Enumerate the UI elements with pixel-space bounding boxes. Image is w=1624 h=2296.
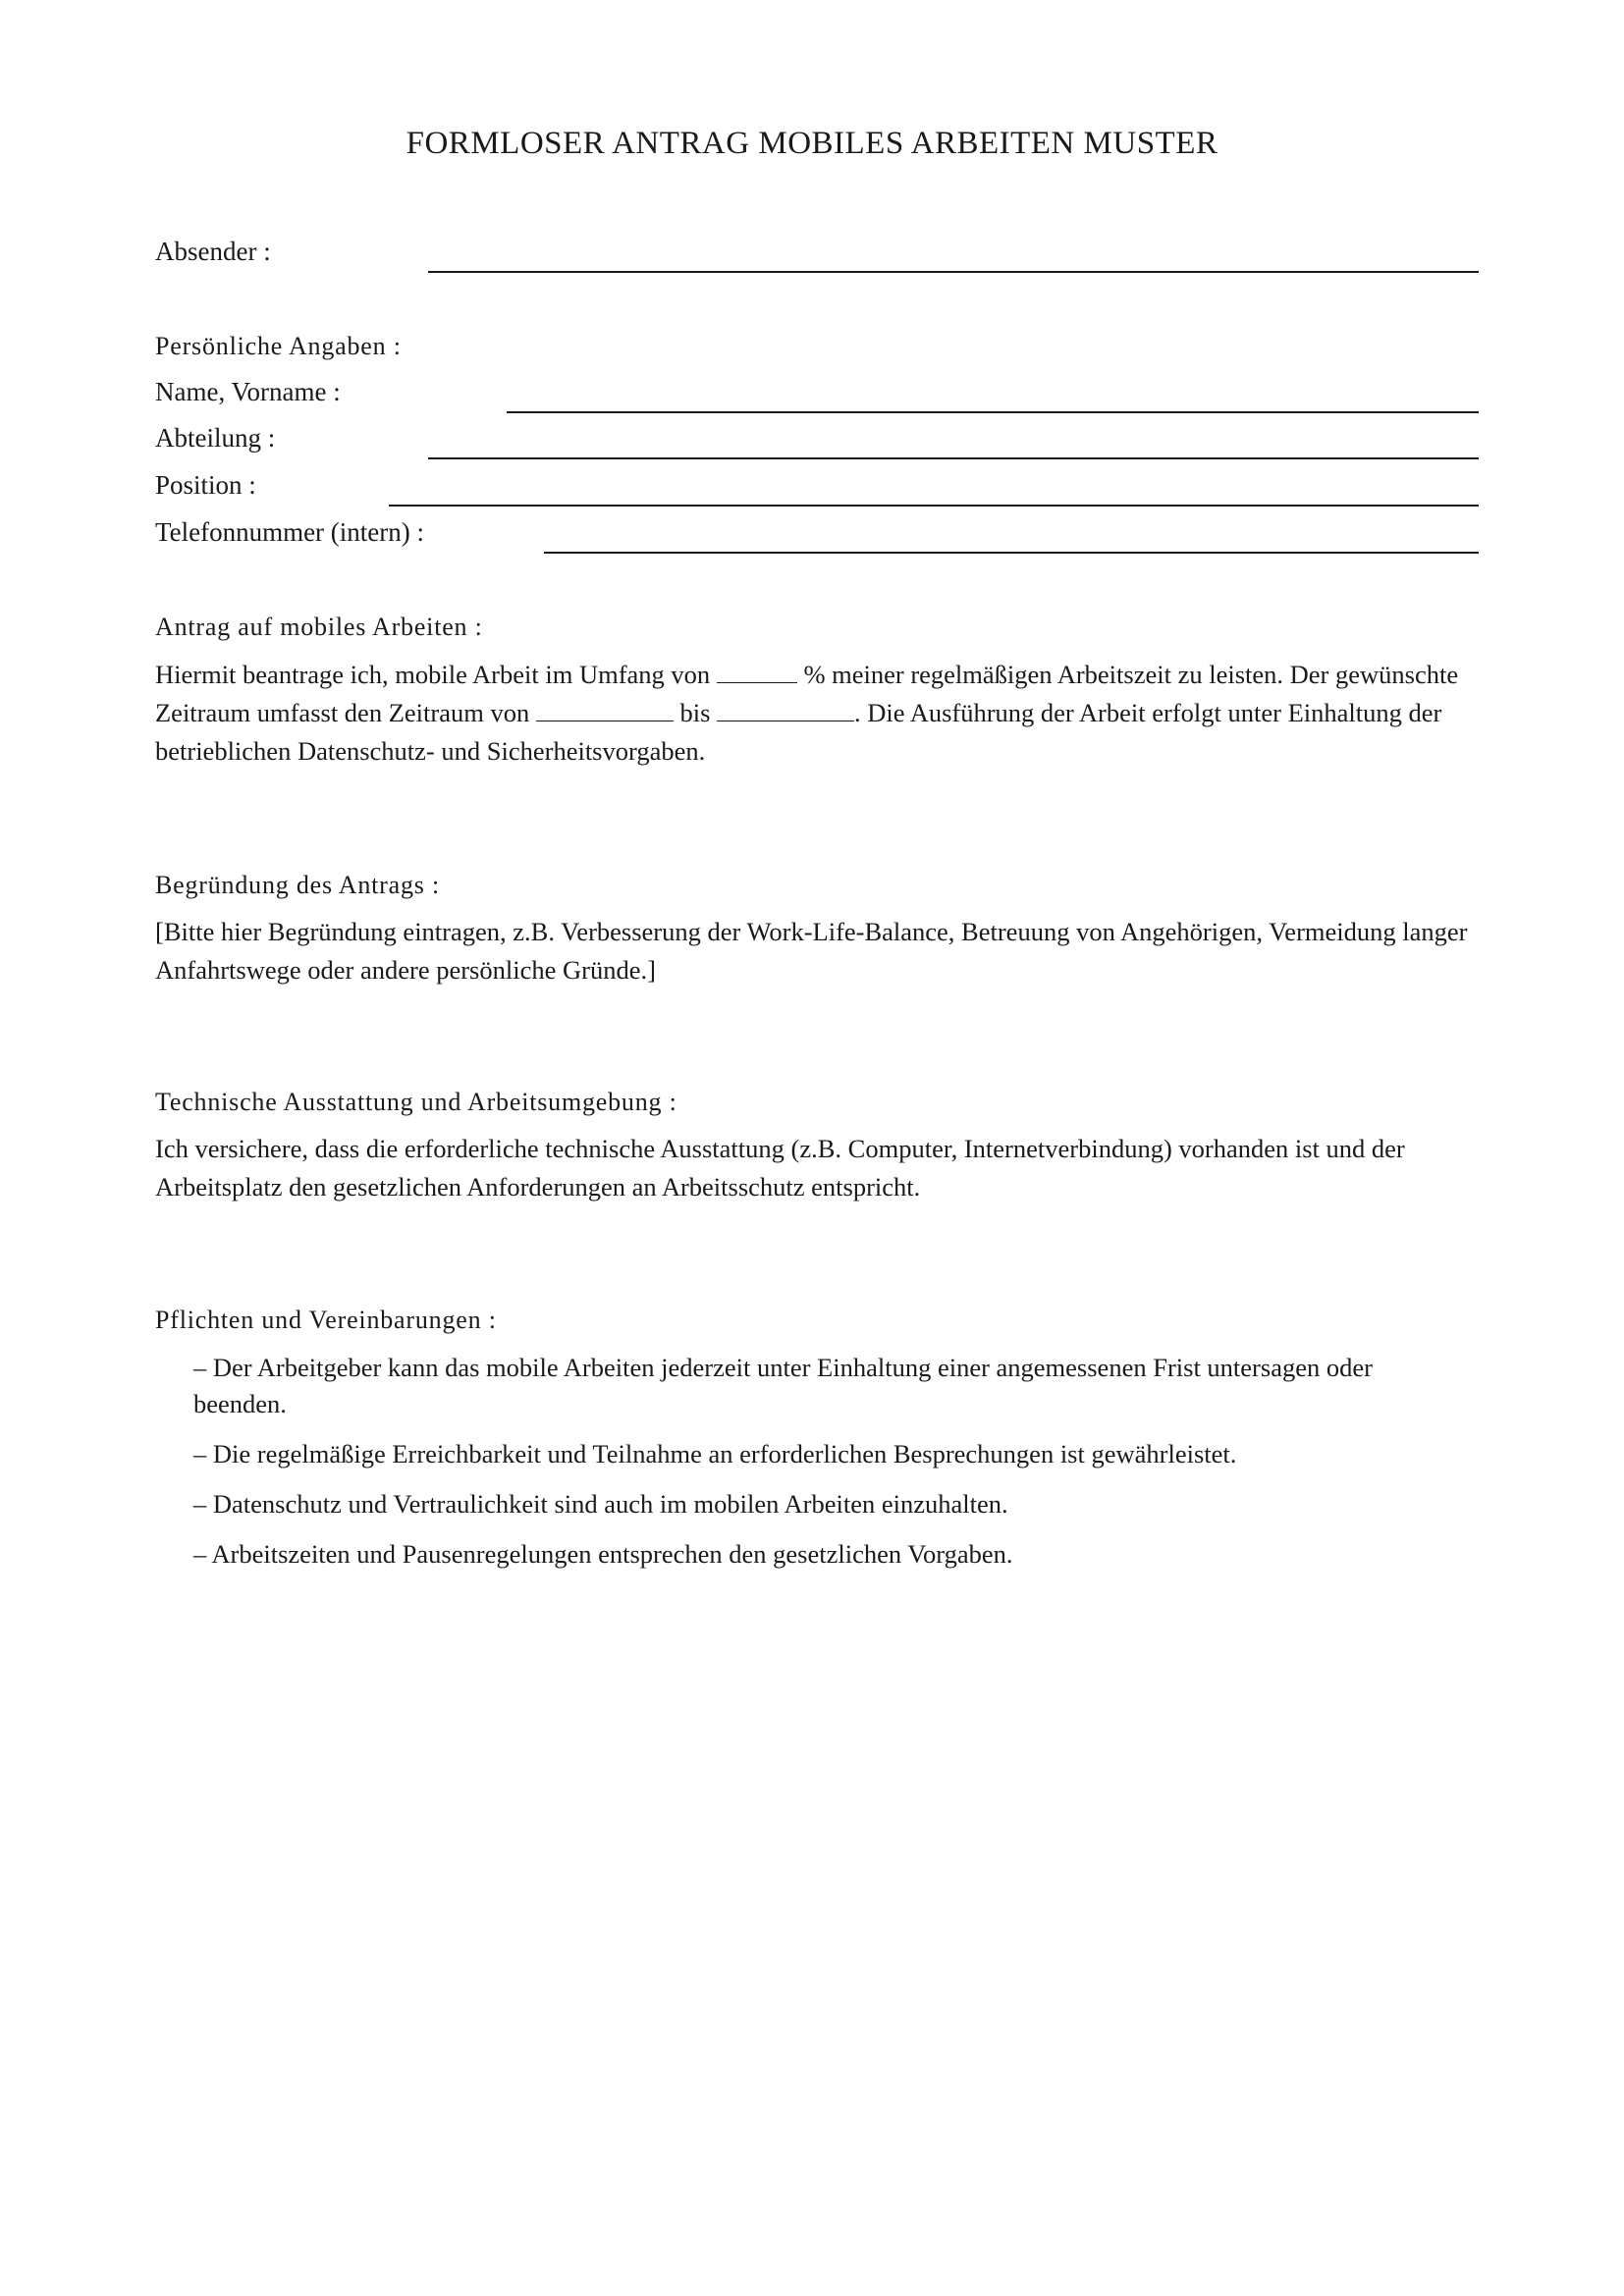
sender-row [155, 234, 1479, 273]
request-text-3: bis [679, 698, 711, 727]
phone-field[interactable] [544, 552, 1479, 554]
justification-heading: Begründung des Antrags : [155, 871, 441, 899]
equipment-text: Ich versichere, dass die erforderliche technische Ausstattung (z.B. Computer, Internetverbindung) vorhanden ist und der Arbeitsplatz den gesetzlichen Anforderungen an Arbeitsschutz entspricht. [155, 1134, 1405, 1201]
duties-item: – Der Arbeitgeber kann das mobile Arbeiten jederzeit unter Einhaltung einer angemessenen Frist untersagen oder beenden. [193, 1353, 1373, 1418]
request-text-1: Hiermit beantrage ich, mobile Arbeit im Umfang von [155, 660, 711, 689]
request-text-4: . Die Ausführung der Arbeit erfolgt unter Einhaltung der betrieblichen Datenschutz- und Sicherheitsvorgaben. [155, 698, 1442, 766]
duties-item: – Datenschutz und Vertraulichkeit sind auch im mobilen Arbeiten einzuhalten. [193, 1489, 1008, 1519]
department-row [155, 420, 1479, 459]
department-label: Abteilung : [155, 423, 276, 453]
percentage-blank[interactable] [717, 661, 797, 683]
name-field[interactable] [507, 411, 1479, 413]
name-label: Name, Vorname : [155, 377, 341, 406]
sender-field[interactable] [428, 271, 1479, 273]
document-title: FORMLOSER ANTRAG MOBILES ARBEITEN MUSTER [406, 126, 1218, 161]
duties-item: – Die regelmäßige Erreichbarkeit und Teilnahme an erforderlichen Besprechungen ist gewährleistet. [193, 1439, 1237, 1468]
personal-heading: Persönliche Angaben : [155, 332, 402, 360]
duties-list [193, 1350, 1470, 1586]
sender-label: Absender : [155, 237, 271, 266]
phone-label: Telefonnummer (intern) : [155, 517, 425, 547]
phone-row [155, 514, 1479, 554]
position-label: Position : [155, 470, 256, 500]
name-row [155, 374, 1479, 413]
justification-text: [Bitte hier Begründung eintragen, z.B. Verbesserung der Work-Life-Balance, Betreuung von Angehörigen, Vermeidung langer Anfahrtswege oder andere persönliche Gründe.] [155, 917, 1468, 985]
request-heading: Antrag auf mobiles Arbeiten : [155, 613, 483, 641]
end-date-blank[interactable] [717, 699, 854, 721]
duties-item: – Arbeitszeiten und Pausenregelungen entsprechen den gesetzlichen Vorgaben. [193, 1539, 1013, 1569]
request-text-2: % meiner regelmäßigen Arbeitszeit zu leisten. Der gewünschte Zeitraum umfasst den Zeitraum von [155, 660, 1459, 727]
start-date-blank[interactable] [536, 699, 674, 721]
position-field[interactable] [389, 505, 1479, 507]
equipment-heading: Technische Ausstattung und Arbeitsumgebung : [155, 1088, 677, 1116]
position-row [155, 467, 1479, 507]
duties-heading: Pflichten und Vereinbarungen : [155, 1306, 497, 1334]
request-paragraph [155, 656, 1483, 771]
department-field[interactable] [428, 457, 1479, 459]
